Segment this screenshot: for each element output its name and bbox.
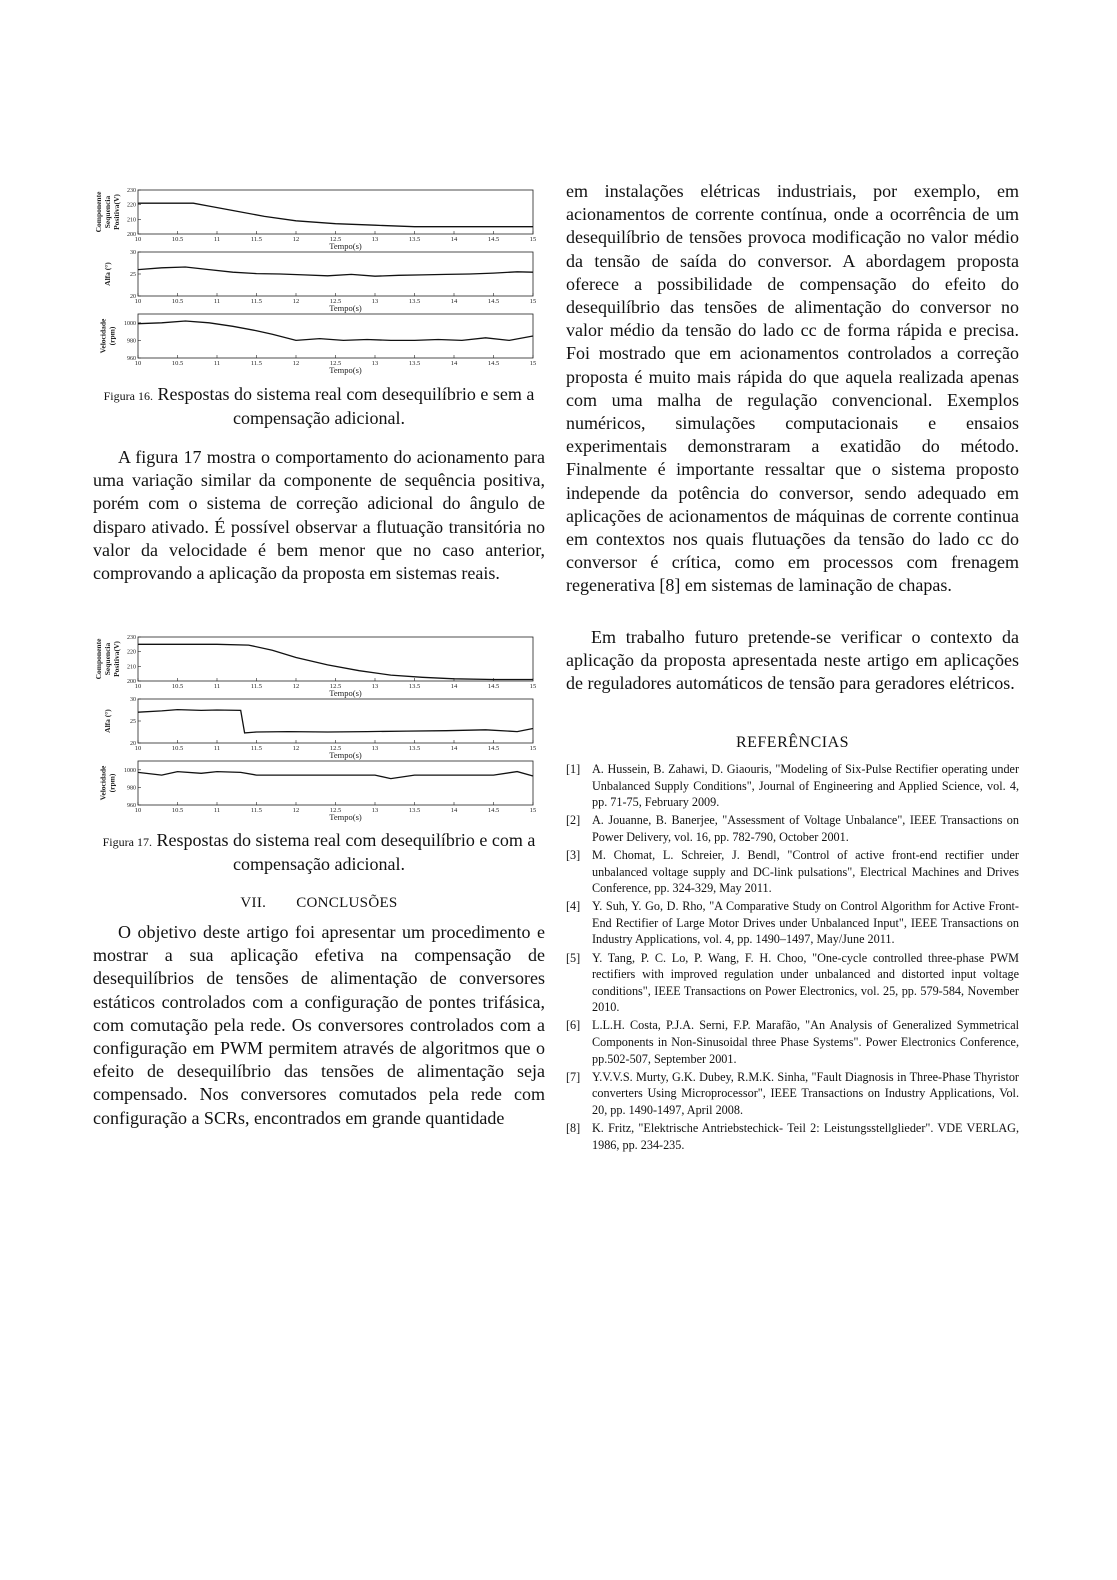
reference-number: [2] [566,813,581,828]
figure-17-svg [93,632,545,822]
y-tick-label: 1000 [124,767,136,774]
x-tick-label: 14 [450,745,458,752]
x-tick-label: 10.5 [171,745,184,752]
x-tick-label: 14 [450,683,458,690]
reference-number: [5] [566,950,581,965]
x-tick-label: 13 [371,298,379,305]
x-tick-label: 11 [213,360,221,367]
x-tick-label: 13.5 [408,236,421,243]
reference-number: [8] [566,1120,581,1135]
y-tick-label: 220 [127,202,136,209]
x-tick-label: 15 [529,745,537,752]
y-axis-label: (rpm) [107,326,117,346]
x-tick-label: 13 [371,236,379,243]
y-axis-label: Alfa (°) [103,262,112,286]
references-title: REFERÊNCIAS [735,734,850,751]
x-tick-label: 15 [529,807,537,814]
reference-item [566,761,1019,811]
reference-text: Y. Tang, P. C. Lo, P. Wang, F. H. Choo, "One-cycle controlled three-phase PWM rectifiers with improved regulation under unbalanced and distorted input voltage conditions", IEEE Transactions on Power Electronics, vol. 25, pp. 579-584, November 2010. [592,950,1019,1015]
x-tick-label: 11 [213,236,221,243]
x-tick-label: 15 [529,298,537,305]
x-axis-label: Tempo(s) [329,750,362,760]
y-axis-label: Componente [94,191,103,233]
x-tick-label: 12 [292,298,300,305]
x-tick-label: 14 [450,298,458,305]
x-tick-label: 14 [450,360,458,367]
x-tick-label: 10 [134,683,142,690]
x-tick-label: 12 [292,683,300,690]
x-tick-label: 10.5 [171,683,184,690]
figure-16-caption [93,383,545,429]
body-paragraph-figure17: A figura 17 mostra o comportamento do acionamento para uma variação similar da componente de sequência positiva, porém com o sistema de correção adicional do ângulo de disparo ativado. É possível observar a flutuação transitória no valor da velocidade é bem menor que no caso anterior, comprovando a aplicação da proposta em sistemas reais. [93,447,545,584]
reference-text: Y.V.V.S. Murty, G.K. Dubey, R.M.K. Sinha, "Fault Diagnosis in Three-Phase Thyristor converters Using Microprocessor", IEEE Transactions on Industry Applications, Vol. 20, pp. 1490-1497, April 2008. [592,1069,1019,1117]
x-tick-label: 13.5 [408,298,421,305]
figure-17-caption [93,829,545,875]
x-tick-label: 14.5 [487,298,500,305]
y-axis-label: Alfa (°) [103,709,112,733]
plot-frame [138,637,533,681]
x-tick-label: 14.5 [487,745,500,752]
y-tick-label: 960 [127,356,136,362]
figure-16-number: Figura 16. [103,389,153,403]
y-tick-label: 960 [127,803,136,809]
x-tick-label: 14.5 [487,683,500,690]
x-tick-label: 12 [292,360,300,367]
reference-text: A. Hussein, B. Zahawi, D. Giaouris, "Modeling of Six-Pulse Rectifier operating under Unbalanced Supply Conditions", Journal of Engineering and Applied Science, vol. 4, pp. 71-75, February 2009. [592,762,1019,810]
reference-item [566,898,1019,948]
x-tick-label: 11 [213,745,221,752]
reference-number: [7] [566,1069,581,1084]
x-tick-label: 12.5 [329,807,342,814]
plot-panel [99,314,537,375]
plot-panel [99,761,537,822]
x-tick-label: 12 [292,807,300,814]
y-axis-label: Velocidade [98,318,108,354]
x-tick-label: 10.5 [171,236,184,243]
x-tick-label: 14.5 [487,807,500,814]
figure-17-caption-text: Respostas do sistema real com desequilíbrio e com a compensação adicional. [156,830,536,874]
x-tick-label: 14 [450,807,458,814]
x-tick-label: 13 [371,745,379,752]
x-axis-label: Tempo(s) [329,303,362,313]
reference-text: M. Chomat, L. Schreier, J. Bendl, "Control of active front-end rectifier under unbalanced voltage supply and DC-link pulsations", Electrical Machines and Drives Conference, pp. 324-329, May 2011. [592,847,1019,896]
x-tick-label: 11.5 [250,683,263,690]
reference-item [566,812,1019,845]
x-tick-label: 10 [134,360,142,367]
conclusion-paragraph-continued: em instalações elétricas industriais, por exemplo, em acionamentos de corrente contínua, onde a ocorrência de um desequilíbrio de tensões provoca modificação no valor médio da tensão de saída do conversor. A abordagem proposta oferece a possibilidade de compensação do efeito do desequilíbrio das tensões de alimentação do conversor no valor médio da tensão do lado cc de forma rápida e precisa. Foi mostrado que em acionamentos controlados a correção proposta é muito mais rápida do que aquela realizada apenas com uma malha de regulação convencional. Exemplos numéricos, simulações computacionais e ensaios experimentais demonstraram a exatidão do método. Finalmente é importante ressaltar que o sistema proposto independe da potência do conversor, sendo adequado em aplicações de acionamentos de máquinas de corrente continua em contextos nos quais flutuações da tensão do lado cc do conversor é crítica, como em processos com frenagem regenerativa [8] em sistemas de laminação de chapas. [566,181,1019,596]
x-tick-label: 12.5 [329,298,342,305]
x-tick-label: 10 [134,807,142,814]
y-tick-label: 980 [127,785,136,792]
x-tick-label: 14.5 [487,360,500,367]
y-tick-label: 980 [127,338,136,345]
plot-frame [138,699,533,743]
future-work-paragraph: Em trabalho futuro pretende-se verificar o contexto da aplicação da proposta apresentada neste artigo em aplicações de reguladores automáticos de tensão para geradores elétricos. [566,627,1019,694]
x-tick-label: 10.5 [171,360,184,367]
y-tick-label: 200 [127,679,136,685]
x-tick-label: 13 [371,807,379,814]
x-tick-label: 14 [450,236,458,243]
reference-item [566,847,1019,897]
y-tick-label: 210 [127,664,136,671]
x-tick-label: 12.5 [329,745,342,752]
reference-number: [4] [566,899,581,914]
plot-panel [103,250,536,313]
x-tick-label: 11.5 [250,360,263,367]
plot-frame [138,190,533,234]
x-axis-label: Tempo(s) [329,241,362,251]
figure-16-caption-text: Respostas do sistema real com desequilíbrio e sem a compensação adicional. [157,384,535,428]
x-tick-label: 10.5 [171,807,184,814]
section-number: VII. [240,895,267,911]
reference-text: K. Fritz, "Elektrische Antriebstechick- Teil 2: Leistungsstellglieder". VDE VERLAG, 1986, pp. 234-235. [592,1120,1019,1152]
x-tick-label: 11 [213,807,221,814]
y-axis-label: Componente [94,638,103,680]
x-tick-label: 10 [134,236,142,243]
y-tick-label: 200 [127,232,136,238]
x-tick-label: 12.5 [329,236,342,243]
y-tick-label: 30 [130,697,136,703]
reference-item [566,1017,1019,1067]
y-axis-label: Velocidade [98,765,108,801]
y-tick-label: 25 [130,719,136,725]
x-tick-label: 11.5 [250,807,263,814]
figure-17-number: Figura 17. [102,835,152,849]
reference-number: [6] [566,1018,581,1033]
y-axis-label: Sequencia [103,195,112,229]
x-tick-label: 11.5 [250,745,263,752]
y-tick-label: 30 [130,250,136,256]
reference-text: A. Jouanne, B. Banerjee, "Assessment of Voltage Unbalance", IEEE Transactions on Power Delivery, vol. 16, pp. 782-790, October 2001. [592,813,1019,844]
x-tick-label: 11.5 [250,298,263,305]
x-tick-label: 12.5 [329,683,342,690]
reference-text: L.L.H. Costa, P.J.A. Serni, F.P. Marafão, "An Analysis of Generalized Symmetrical Components in Non-Sinusoidal three Phase Systems". Power Electronics Conference, pp.502-507, September 2001. [592,1018,1019,1066]
x-tick-label: 15 [529,236,537,243]
y-tick-label: 230 [127,188,136,194]
reference-item [566,1069,1019,1119]
plot-frame [138,761,533,805]
conclusion-paragraph: O objetivo deste artigo foi apresentar um procedimento e mostrar a sua aplicação efetiva na compensação de desequilíbrios de tensões de alimentação de conversores estáticos controlados com a configuração de pontes trifásica, com comutação pela rede. Os conversores controlados com a configuração em PWM permitem através de algoritmos que o efeito de desequilíbrio das tensões de alimentação seja compensado. Nos conversores comutados pela rede com configuração a SCRs, encontrados em grande quantidade [93,922,545,1128]
x-axis-label: Tempo(s) [329,688,362,698]
x-tick-label: 11 [213,298,221,305]
x-tick-label: 13 [371,683,379,690]
y-tick-label: 210 [127,217,136,224]
y-tick-label: 1000 [124,320,136,327]
x-tick-label: 12.5 [329,360,342,367]
y-axis-label: Positiva(V) [112,194,121,230]
reference-item [566,950,1019,1016]
reference-item [566,1120,1019,1153]
x-axis-label: Tempo(s) [329,812,362,822]
x-tick-label: 12 [292,236,300,243]
x-tick-label: 10 [134,745,142,752]
plot-frame [138,314,533,358]
reference-number: [1] [566,762,581,776]
figure-16-svg [93,185,545,375]
x-tick-label: 11.5 [250,236,263,243]
y-axis-label: (rpm) [107,773,117,793]
y-axis-label: Sequencia [103,642,112,676]
x-tick-label: 15 [529,360,537,367]
references-list [566,761,1019,1155]
y-axis-label: Positiva(V) [112,641,121,677]
x-tick-label: 14.5 [487,236,500,243]
figure-17 [93,632,545,822]
section-title: CONCLUSÕES [296,895,398,911]
x-tick-label: 15 [529,683,537,690]
x-tick-label: 13.5 [408,807,421,814]
y-tick-label: 20 [130,294,136,300]
y-tick-label: 220 [127,649,136,656]
x-tick-label: 10 [134,298,142,305]
section-heading [93,895,545,912]
plot-panel [94,635,536,698]
plot-panel [94,188,536,251]
reference-number: [3] [566,847,581,862]
x-tick-label: 10.5 [171,298,184,305]
x-tick-label: 13 [371,360,379,367]
reference-text: Y. Suh, Y. Go, D. Rho, "A Comparative Study on Control Algorithm for Active Front-End Rectifier of Large Motor Drives under Unbalanced Input", IEEE Transactions on Industry Applications, vol. 4, pp. 1490–1497, May/June 2011. [592,899,1019,947]
x-tick-label: 13.5 [408,683,421,690]
figure-16 [93,185,545,375]
plot-panel [103,697,536,760]
x-tick-label: 12 [292,745,300,752]
x-tick-label: 13.5 [408,360,421,367]
y-tick-label: 25 [130,272,136,278]
x-tick-label: 11 [213,683,221,690]
x-axis-label: Tempo(s) [329,365,362,375]
x-tick-label: 13.5 [408,745,421,752]
y-tick-label: 20 [130,741,136,747]
y-tick-label: 230 [127,635,136,641]
